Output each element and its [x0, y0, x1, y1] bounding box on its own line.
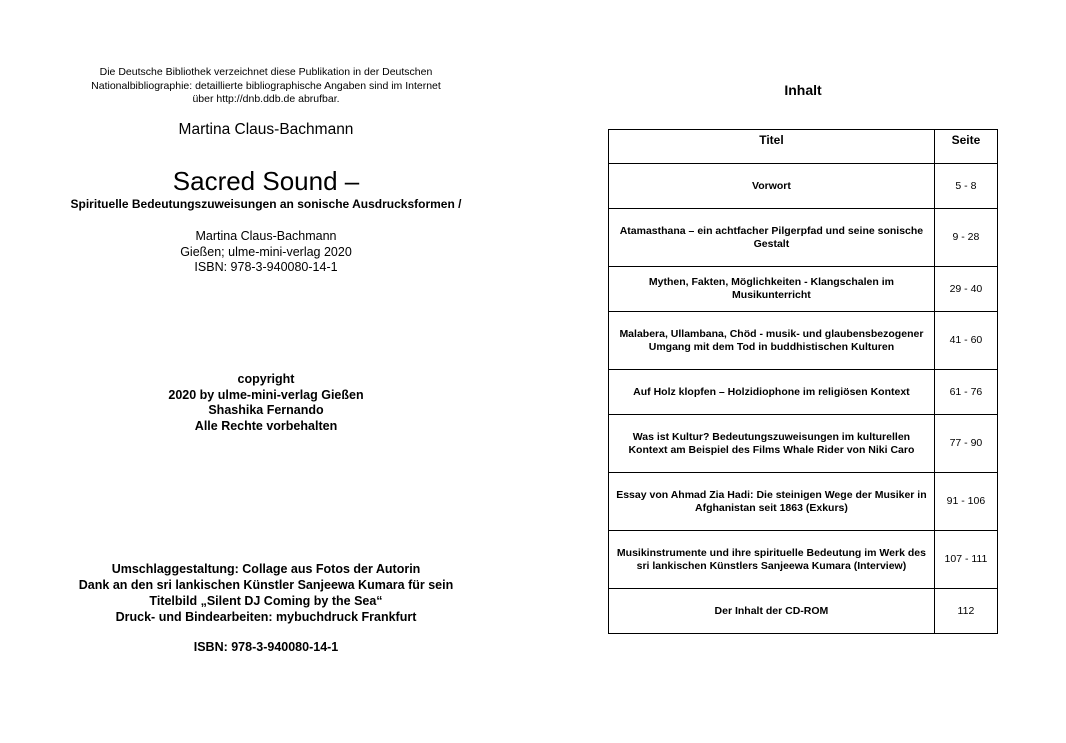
cover-line: Titelbild „Silent DJ Coming by the Sea“ [149, 594, 383, 608]
toc-row-title: Was ist Kultur? Bedeutungszuweisungen im kulturellen Kontext am Beispiel des Films Whale Rider von Niki Caro [609, 415, 935, 473]
imprint-author: Martina Claus-Bachmann [195, 229, 337, 243]
toc-row-page: 29 - 40 [934, 267, 997, 312]
toc-row-page: 5 - 8 [934, 164, 997, 209]
copyright-block [60, 372, 472, 434]
cover-line: Druck- und Bindearbeiten: mybuchdruck Frankfurt [115, 610, 417, 624]
imprint-block [60, 229, 472, 276]
toc-row-title: Auf Holz klopfen – Holzidiophone im religiösen Kontext [609, 370, 935, 415]
imprint-isbn: ISBN: 978-3-940080-14-1 [194, 260, 338, 274]
cover-line: Dank an den sri lankischen Künstler Sanjeewa Kumara für sein [78, 578, 454, 592]
copyright-line: Alle Rechte vorbehalten [194, 418, 338, 433]
toc-row [609, 370, 998, 415]
toc-row-page: 112 [934, 589, 997, 634]
toc-row-page: 61 - 76 [934, 370, 997, 415]
toc-row [609, 531, 998, 589]
toc-row-title: Malabera, Ullambana, Chöd - musik- und glaubensbezogener Umgang mit dem Tod in buddhistischen Kulturen [609, 312, 935, 370]
toc-table [608, 129, 998, 634]
cip-line: Nationalbibliographie: detaillierte bibliographische Angaben sind im Internet [91, 79, 441, 92]
toc-row-title: Der Inhalt der CD-ROM [609, 589, 935, 634]
cip-line: Die Deutsche Bibliothek verzeichnet diese Publikation in der Deutschen [99, 66, 433, 78]
toc-row-title: Mythen, Fakten, Möglichkeiten - Klangschalen im Musikunterricht [609, 267, 935, 312]
toc-heading: Inhalt [784, 82, 822, 98]
cip-notice [60, 66, 472, 107]
toc-row-page: 77 - 90 [934, 415, 997, 473]
toc-row [609, 415, 998, 473]
isbn-bottom: ISBN: 978-3-940080-14-1 [193, 640, 339, 654]
book-subtitle: Spirituelle Bedeutungszuweisungen an sonische Ausdrucksformen / [70, 197, 462, 211]
toc-row-title: Essay von Ahmad Zia Hadi: Die steinigen Wege der Musiker in Afghanistan seit 1863 (Exkurs) [609, 473, 935, 531]
book-title: Sacred Sound – [172, 166, 360, 196]
toc-row [609, 589, 998, 634]
toc-row [609, 209, 998, 267]
toc-row-title: Musikinstrumente und ihre spirituelle Bedeutung im Werk des sri lankischen Künstlers Sanjeewa Kumara (Interview) [609, 531, 935, 589]
toc-col-title: Titel [609, 130, 935, 164]
toc-row [609, 473, 998, 531]
toc-row-page: 91 - 106 [934, 473, 997, 531]
toc-header-row [609, 130, 998, 164]
cover-credits [60, 561, 472, 625]
toc-row-page: 107 - 111 [934, 531, 997, 589]
author-name: Martina Claus-Bachmann [178, 121, 354, 138]
toc-row [609, 164, 998, 209]
toc-row [609, 267, 998, 312]
cover-line: Umschlaggestaltung: Collage aus Fotos der Autorin [111, 562, 421, 576]
toc-row-page: 9 - 28 [934, 209, 997, 267]
toc-row [609, 312, 998, 370]
toc-col-page: Seite [934, 130, 997, 164]
toc-row-title: Atamasthana – ein achtfacher Pilgerpfad und seine sonische Gestalt [609, 209, 935, 267]
cip-line: über http://dnb.ddb.de abrufbar. [192, 93, 340, 105]
toc-row-page: 41 - 60 [934, 312, 997, 370]
copyright-line: copyright [237, 372, 295, 386]
copyright-line: 2020 by ulme-mini-verlag Gießen [168, 387, 364, 402]
imprint-publisher: Gießen; ulme-mini-verlag 2020 [180, 244, 352, 259]
toc-row-title: Vorwort [609, 164, 935, 209]
copyright-line: Shashika Fernando [208, 403, 324, 417]
